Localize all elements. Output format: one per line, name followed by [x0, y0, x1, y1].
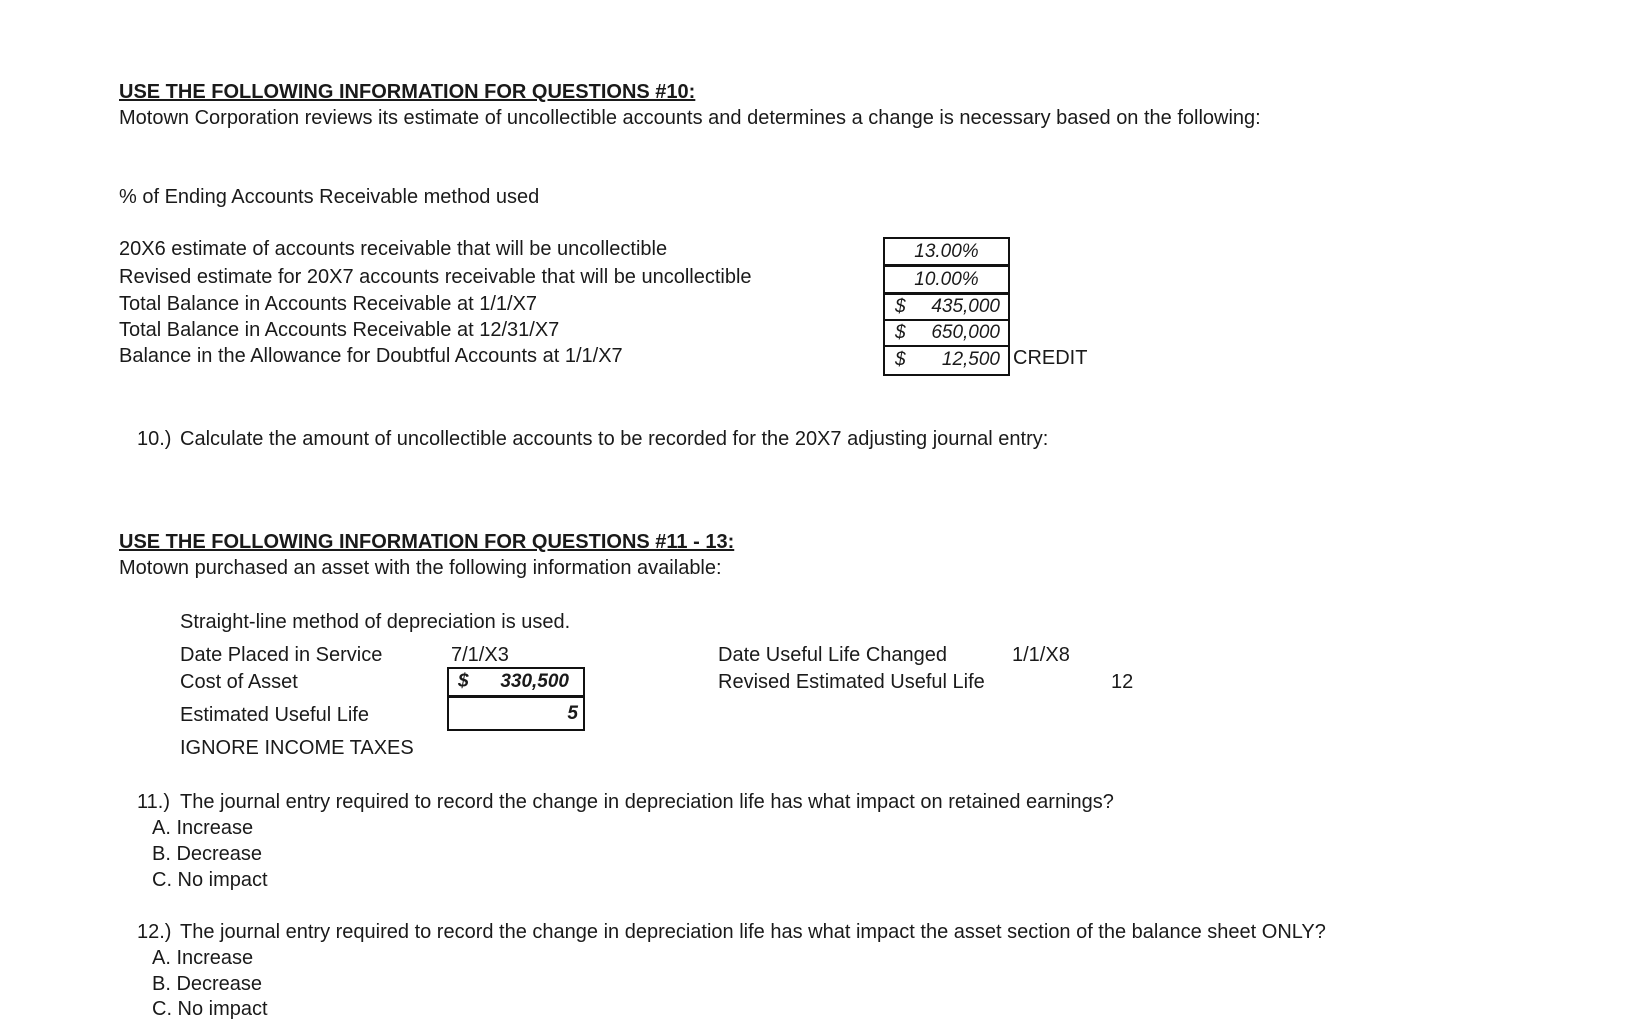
q10-text: Calculate the amount of uncollectible accounts to be recorded for the 20X7 adjusting journal entry:	[180, 428, 1049, 450]
cost-label: Cost of Asset	[180, 671, 298, 693]
life-label: Estimated Useful Life	[180, 704, 369, 726]
q12-option-a: A. Increase	[152, 947, 254, 969]
life-cell: 5	[447, 696, 585, 731]
value-cell: 13.00%	[883, 237, 1010, 266]
credit-label: CREDIT	[1013, 347, 1088, 369]
date-changed-value: 1/1/X8	[1012, 644, 1070, 666]
date-placed-label: Date Placed in Service	[180, 644, 383, 666]
date-placed-value: 7/1/X3	[451, 644, 509, 666]
value-cell: $ 650,000	[883, 319, 1010, 347]
cost-cell: $ 330,500	[447, 667, 585, 697]
row-label: 20X6 estimate of accounts receivable that will be uncollectible	[119, 238, 668, 260]
q12-option-b: B. Decrease	[152, 973, 263, 995]
q11-number: 11.)	[137, 791, 170, 813]
q11-option-c: C. No impact	[152, 869, 268, 891]
revised-life-label: Revised Estimated Useful Life	[718, 671, 985, 693]
row-label: Revised estimate for 20X7 accounts receivable that will be uncollectible	[119, 266, 752, 288]
q11-option-b: B. Decrease	[152, 843, 263, 865]
q11-text: The journal entry required to record the change in depreciation life has what impact on retained earnings?	[180, 791, 1114, 813]
row-label: Total Balance in Accounts Receivable at 12/31/X7	[119, 319, 560, 341]
ignore-taxes: IGNORE INCOME TAXES	[180, 737, 414, 759]
section1-intro: Motown Corporation reviews its estimate of uncollectible accounts and determines a change is necessary based on the following:	[119, 107, 1261, 129]
value-cell: $ 435,000	[883, 293, 1010, 321]
q11-option-a: A. Increase	[152, 817, 254, 839]
section2-header: USE THE FOLLOWING INFORMATION FOR QUESTIONS #11 - 13:	[119, 531, 735, 553]
section1-method: % of Ending Accounts Receivable method used	[119, 186, 540, 208]
date-changed-label: Date Useful Life Changed	[718, 644, 948, 666]
revised-life-value: 12	[1111, 671, 1134, 693]
q12-number: 12.)	[137, 921, 172, 943]
value-cell: 10.00%	[883, 265, 1010, 294]
q10-number: 10.)	[137, 428, 172, 450]
section2-intro: Motown purchased an asset with the following information available:	[119, 557, 722, 579]
section2-method: Straight-line method of depreciation is used.	[180, 611, 571, 633]
q12-text: The journal entry required to record the change in depreciation life has what impact the asset section of the balance sheet ONLY?	[180, 921, 1326, 943]
section1-header: USE THE FOLLOWING INFORMATION FOR QUESTIONS #10:	[119, 81, 696, 103]
value-cell: $ 12,500	[883, 345, 1010, 376]
row-label: Total Balance in Accounts Receivable at 1/1/X7	[119, 293, 538, 315]
q12-option-c: C. No impact	[152, 998, 268, 1020]
row-label: Balance in the Allowance for Doubtful Accounts at 1/1/X7	[119, 345, 623, 367]
